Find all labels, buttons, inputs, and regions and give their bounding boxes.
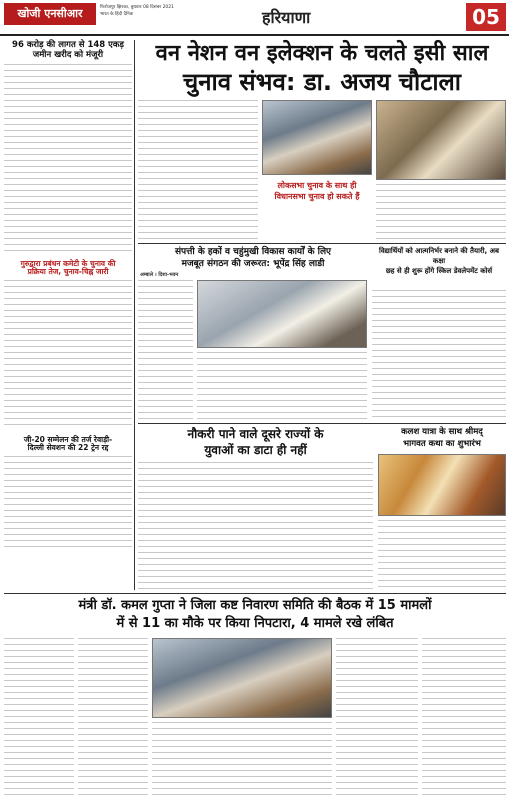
main-story-photo-2: [376, 100, 506, 180]
bottom-story-headline-line1: मंत्री डॉ. कमल गुप्ता ने जिला कष्ट निवारण समिति की बैठक में 15 मामलों: [78, 598, 432, 613]
third-story-headline-line1: विद्यार्थियों को आत्मनिर्भर बनाने की तैयारी, अब कक्षा: [379, 247, 499, 265]
second-story-headline: [138, 246, 368, 270]
masthead-tagline: भारत के हिंदी दैनिक: [100, 12, 134, 17]
story1-title-line1: 96 करोड़ की लागत से 148 एकड़: [12, 40, 124, 50]
section-rule-3: [4, 593, 506, 594]
story3-title: [4, 436, 132, 453]
masthead-meta: [100, 4, 250, 18]
fourth-story-headline-line2: युवाओं का डाटा ही नहीं: [204, 443, 307, 457]
masthead: [0, 0, 509, 36]
story1-title: [4, 41, 132, 61]
section-rule-2: [138, 423, 506, 424]
column-rule: [134, 40, 135, 590]
story2-body: [4, 280, 132, 430]
main-story-body-2: [376, 184, 506, 240]
second-story-photo: [197, 280, 367, 348]
section-title: हरियाणा: [262, 8, 311, 27]
main-story-photo-1: [262, 100, 372, 175]
story3-title-line2: दिल्ली सेवशन की 22 ट्रेन रद्द: [27, 443, 109, 453]
story3-title-line1: जी-20 सम्मेलन की तर्ज रेवाड़ी-: [23, 434, 113, 444]
second-story-headline-line1: संपत्ती के हकों व चहुंमुखी विकास कार्यों के लिए: [174, 247, 332, 257]
third-story-body: [372, 290, 506, 420]
fourth-story-body: [138, 462, 373, 590]
second-story-headline-line2: मजबूत संगठन की जरूरत: भूपेंद्र सिंह लाडी: [181, 259, 325, 269]
second-story-body-1: [138, 280, 193, 420]
main-story-pull-quote: लोकसभा चुनाव के साथ ही विधानसभा चुनाव हो सकते हैं: [274, 181, 360, 201]
third-story-headline: [372, 246, 506, 276]
fourth-story-headline: [138, 426, 373, 458]
story1-body: [4, 64, 132, 254]
story2-title-line2: प्रक्रिया तेज, चुनाव-चिह्न जारी: [27, 267, 109, 277]
page-number: 05: [466, 3, 506, 31]
fifth-story-headline-line1: कलश यात्रा के साथ श्रीमद्: [401, 427, 483, 437]
story2-title-line1: गुरुद्वारा प्रबंधन कमेटी के चुनाव की: [20, 258, 116, 268]
section-rule-1: [138, 243, 506, 244]
bottom-story-body-2: [78, 638, 148, 796]
story1-title-line2: जमीन खरीद को मंजूरी: [32, 49, 104, 60]
bottom-story-body-3: [152, 722, 332, 796]
second-story-body-2: [197, 352, 367, 420]
paper-name: खोजी एनसीआर: [4, 3, 96, 25]
bottom-story-body-1: [4, 638, 74, 796]
bottom-story-headline: [4, 597, 506, 633]
story3-body: [4, 456, 132, 551]
bottom-story-body-4: [336, 638, 418, 796]
fifth-story-photo: [378, 454, 506, 516]
fifth-story-headline: [378, 426, 506, 450]
bottom-story-body-5: [422, 638, 506, 796]
main-headline-line1: वन नेशन वन इलेक्शन के चलते इसी साल: [155, 41, 489, 66]
fifth-story-body: [378, 520, 506, 590]
bottom-story-headline-line2: में से 11 का मौके पर किया निपटारा, 4 मामले रखे लंबित: [116, 616, 394, 631]
story2-title: [4, 260, 132, 277]
second-story-byline: अम्बाले । दिशा-भवन: [140, 272, 179, 278]
masthead-date: फिरोजपुर झिरका, बुधवार 08 दिसंबर 2021: [100, 5, 175, 10]
third-story-headline-line2: छह से ही शुरू होंगे स्किल डेवलेपमेंट कोर्स: [385, 267, 493, 275]
fourth-story-headline-line1: नौकरी पाने वाले दूसरे राज्यों के: [187, 427, 324, 441]
main-story-body-1: [138, 100, 258, 240]
bottom-story-photo: [152, 638, 332, 718]
main-headline-line2: चुनाव संभव: डा. अजय चौटाला: [182, 68, 462, 96]
fifth-story-headline-line2: भागवत कथा का शुभारंभ: [403, 439, 481, 449]
main-headline: [138, 40, 506, 96]
left-column: [4, 40, 132, 551]
